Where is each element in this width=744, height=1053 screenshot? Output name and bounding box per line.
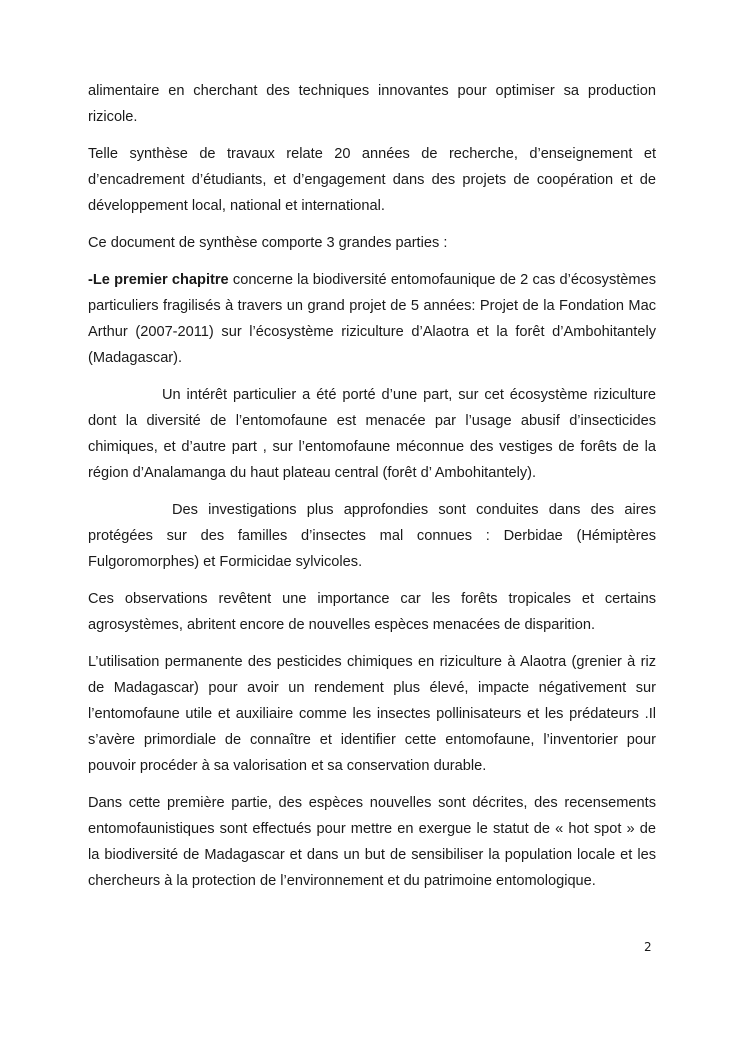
paragraph-4-text: concerne la biodiversité entomofaunique de 2 cas d’écosystèmes particuliers fragilisés à travers un grand projet de 5 années: Projet de la Fondation Mac Arthur (2007-2011) sur l’écosystème riziculture d’Alaotra et la forêt d’Ambohitantely (Madagascar). [88, 272, 656, 366]
paragraph-2: Telle synthèse de travaux relate 20 années de recherche, d’enseignement et d’encadrement d’étudiants, et d’engagement dans des projets de coopération et de développement local, national et international. [88, 146, 656, 214]
page-number: 2 [644, 940, 652, 954]
chapter-lead: -Le premier chapitre [88, 272, 229, 288]
paragraph-5: Un intérêt particulier a été porté d’une part, sur cet écosystème riziculture dont la diversité de l’entomofaune est menacée par l’usage abusif d’insecticides chimiques, et d’autre part , sur l’entomofaune méconnue des vestiges de forêts de la région d’Analamanga du haut plateau central (forêt d’ Ambohitantely). [88, 387, 656, 481]
paragraph-3: Ce document de synthèse comporte 3 grandes parties : [88, 235, 448, 251]
paragraph-1: alimentaire en cherchant des techniques innovantes pour optimiser sa production rizicole. [88, 83, 656, 125]
paragraph-9: Dans cette première partie, des espèces nouvelles sont décrites, des recensements entomofaunistiques sont effectués pour mettre en exergue le statut de « hot spot » de la biodiversité de Madagascar et dans un but de sensibiliser la population locale et les chercheurs à la protection de l’environnement et du patrimoine entomologique. [88, 795, 656, 889]
paragraph-4 [88, 267, 656, 371]
paragraph-8: L’utilisation permanente des pesticides chimiques en riziculture à Alaotra (grenier à riz de Madagascar) pour avoir un rendement plus élevé, impacte négativement sur l’entomofaune utile et auxiliaire comme les insectes pollinisateurs et les prédateurs .Il s’avère primordiale de connaître et identifier cette entomofaune, l’inventorier pour pouvoir procéder à sa valorisation et sa conservation durable. [88, 654, 656, 774]
document-body [88, 78, 656, 905]
paragraph-6: Des investigations plus approfondies sont conduites dans des aires protégées sur des familles d’insectes mal connues : Derbidae (Hémiptères Fulgoromorphes) et Formicidae sylvicoles. [88, 502, 656, 570]
paragraph-7: Ces observations revêtent une importance car les forêts tropicales et certains agrosystèmes, abritent encore de nouvelles espèces menacées de disparition. [88, 591, 656, 633]
